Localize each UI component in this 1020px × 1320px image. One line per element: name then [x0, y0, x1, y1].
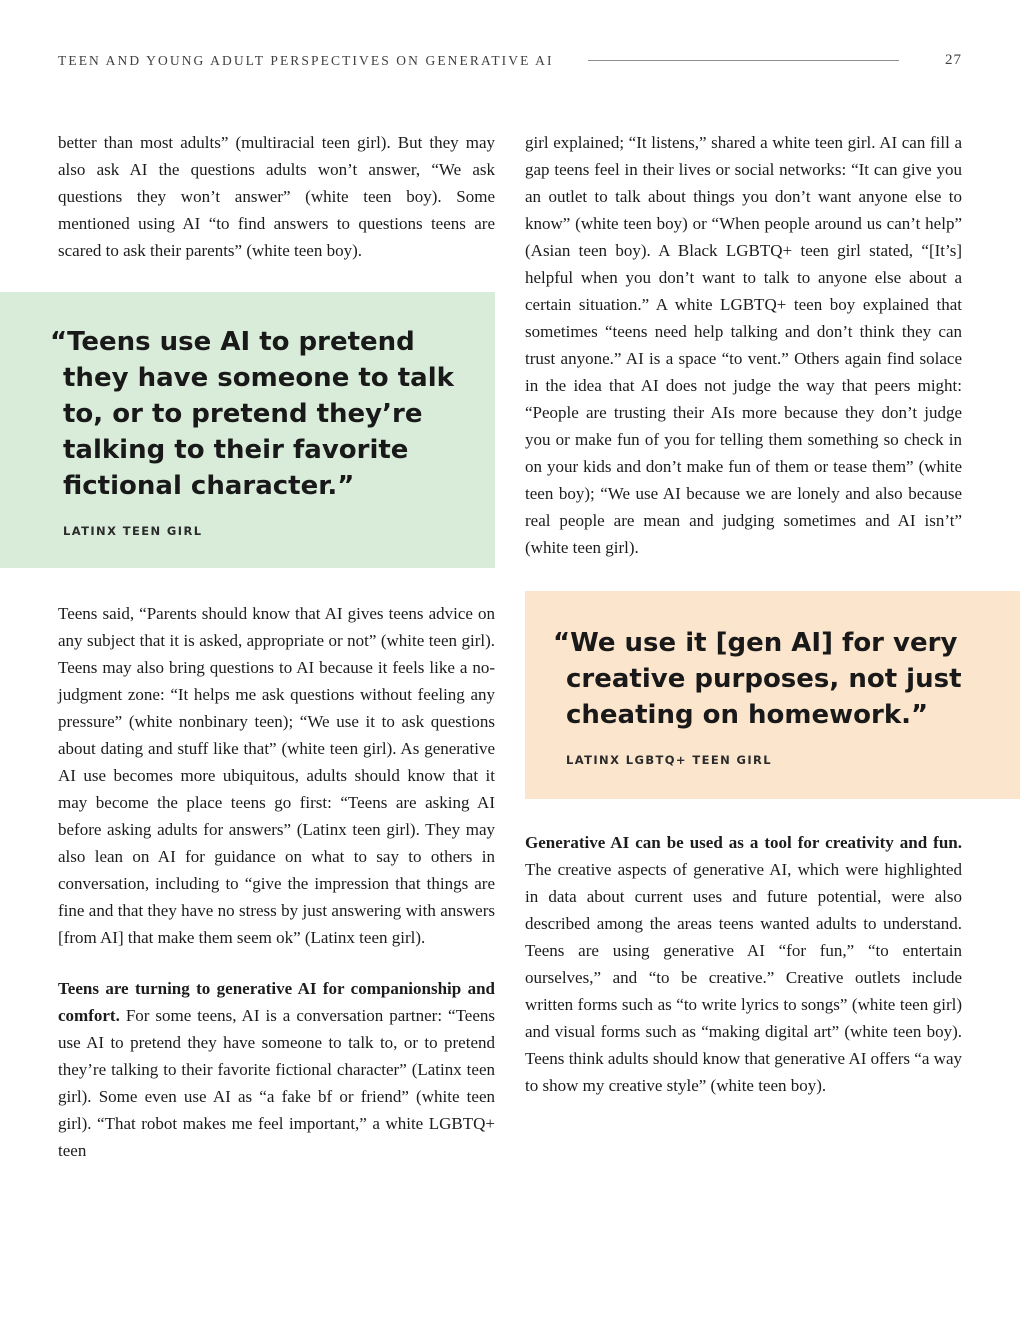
- paragraph: Teens said, “Parents should know that AI gives teens advice on any subject that it is asked, appropriate or not” (white teen girl). Teens may also bring questions to AI because it feels like a no-judgment zone: “It helps me ask questions without feeling any pressure” (white nonbinary teen); “We use it to ask questions about dating and stuff like that” (white teen girl). As generative AI use becomes more ubiquitous, adults should know that it may become the place teens go first: “Teens are asking AI before asking adults for answers” (Latinx teen girl). They may also lean on AI for guidance on what to say to others in conversation, including to “give the impression that things are fine and that they have no stress by just answering with answers [from AI] that make them seem ok” (Latinx teen girl).: [58, 604, 495, 947]
- pull-quote-peach: [525, 591, 1020, 799]
- two-column-body: [0, 69, 1020, 1164]
- pull-quote-attribution: LATINX TEEN GIRL: [63, 524, 203, 538]
- bold-lead-in: Generative AI can be used as a tool for creativity and fun.: [525, 833, 962, 852]
- pull-quote-green: [0, 292, 495, 568]
- page-number: 27: [945, 52, 962, 68]
- pull-quote-text: “Teens use AI to pretend they have someone to talk to, or to pretend they’re talking to their favorite fictional character.”: [50, 327, 454, 501]
- left-column: [50, 129, 495, 1164]
- paragraph: girl explained; “It listens,” shared a white teen girl. AI can fill a gap teens feel in their lives or social networks: “It can give you an outlet to talk about things you don’t want anyone else to know” (white teen boy) or “When people around us can’t help” (Asian teen boy). A Black LGBTQ+ teen girl stated, “[It’s] helpful when you don’t want to talk to anyone else about a certain situation.” A white LGBTQ+ teen boy explained that sometimes “teens need help talking and don’t think they can trust anyone.” AI is a space “to vent.” Others again find solace in the idea that AI does not judge the way that peers might: “People are trusting their AIs more because they don’t judge you or make fun of you for telling them something so check in on your kids and don’t make fun of them or tease them” (white teen boy); “We use AI because we are lonely and also because real people are mean and judging sometimes and AI isn’t” (white teen girl).: [525, 133, 962, 557]
- paragraph: [525, 829, 962, 1099]
- running-header-title: TEEN AND YOUNG ADULT PERSPECTIVES ON GENERATIVE AI: [58, 52, 554, 68]
- paragraph: better than most adults” (multiracial teen girl). But they may also ask AI the questions adults won’t answer, “We ask questions they won’t answer” (white teen boy). Some mentioned using AI “to find answers to questions teens are scared to ask their parents” (white teen boy).: [58, 133, 495, 260]
- pull-quote-attribution: LATINX LGBTQ+ TEEN GIRL: [566, 753, 773, 767]
- right-column: [525, 129, 962, 1164]
- paragraph: [58, 975, 495, 1164]
- paragraph-continuation: The creative aspects of generative AI, which were highlighted in data about current uses and future potential, were also described among the areas teens wanted adults to understand. Teens are using generative AI “for fun,” “to entertain ourselves,” and “to be creative.” Creative outlets include written forms such as “to write lyrics to songs” (white teen girl) and visual forms such as “making digital art” (white teen boy). Teens think adults should know that generative AI offers “a way to show my creative style” (white teen boy).: [525, 860, 962, 1095]
- page-header: [0, 0, 1020, 69]
- pull-quote-text: “We use it [gen AI] for very creative purposes, not just cheating on homework.”: [553, 628, 962, 730]
- paragraph-continuation: For some teens, AI is a conversation partner: “Teens use AI to pretend they have someone to talk to, or to pretend they’re talking to their favorite fictional character” (Latinx teen girl). Some even use AI as “a fake bf or friend” (white teen girl). “That robot makes me feel important,” a white LGBTQ+ teen: [58, 1006, 495, 1160]
- header-rule: [588, 60, 899, 61]
- bold-lead-in: Teens are turning to generative AI for companionship and comfort.: [58, 979, 495, 1025]
